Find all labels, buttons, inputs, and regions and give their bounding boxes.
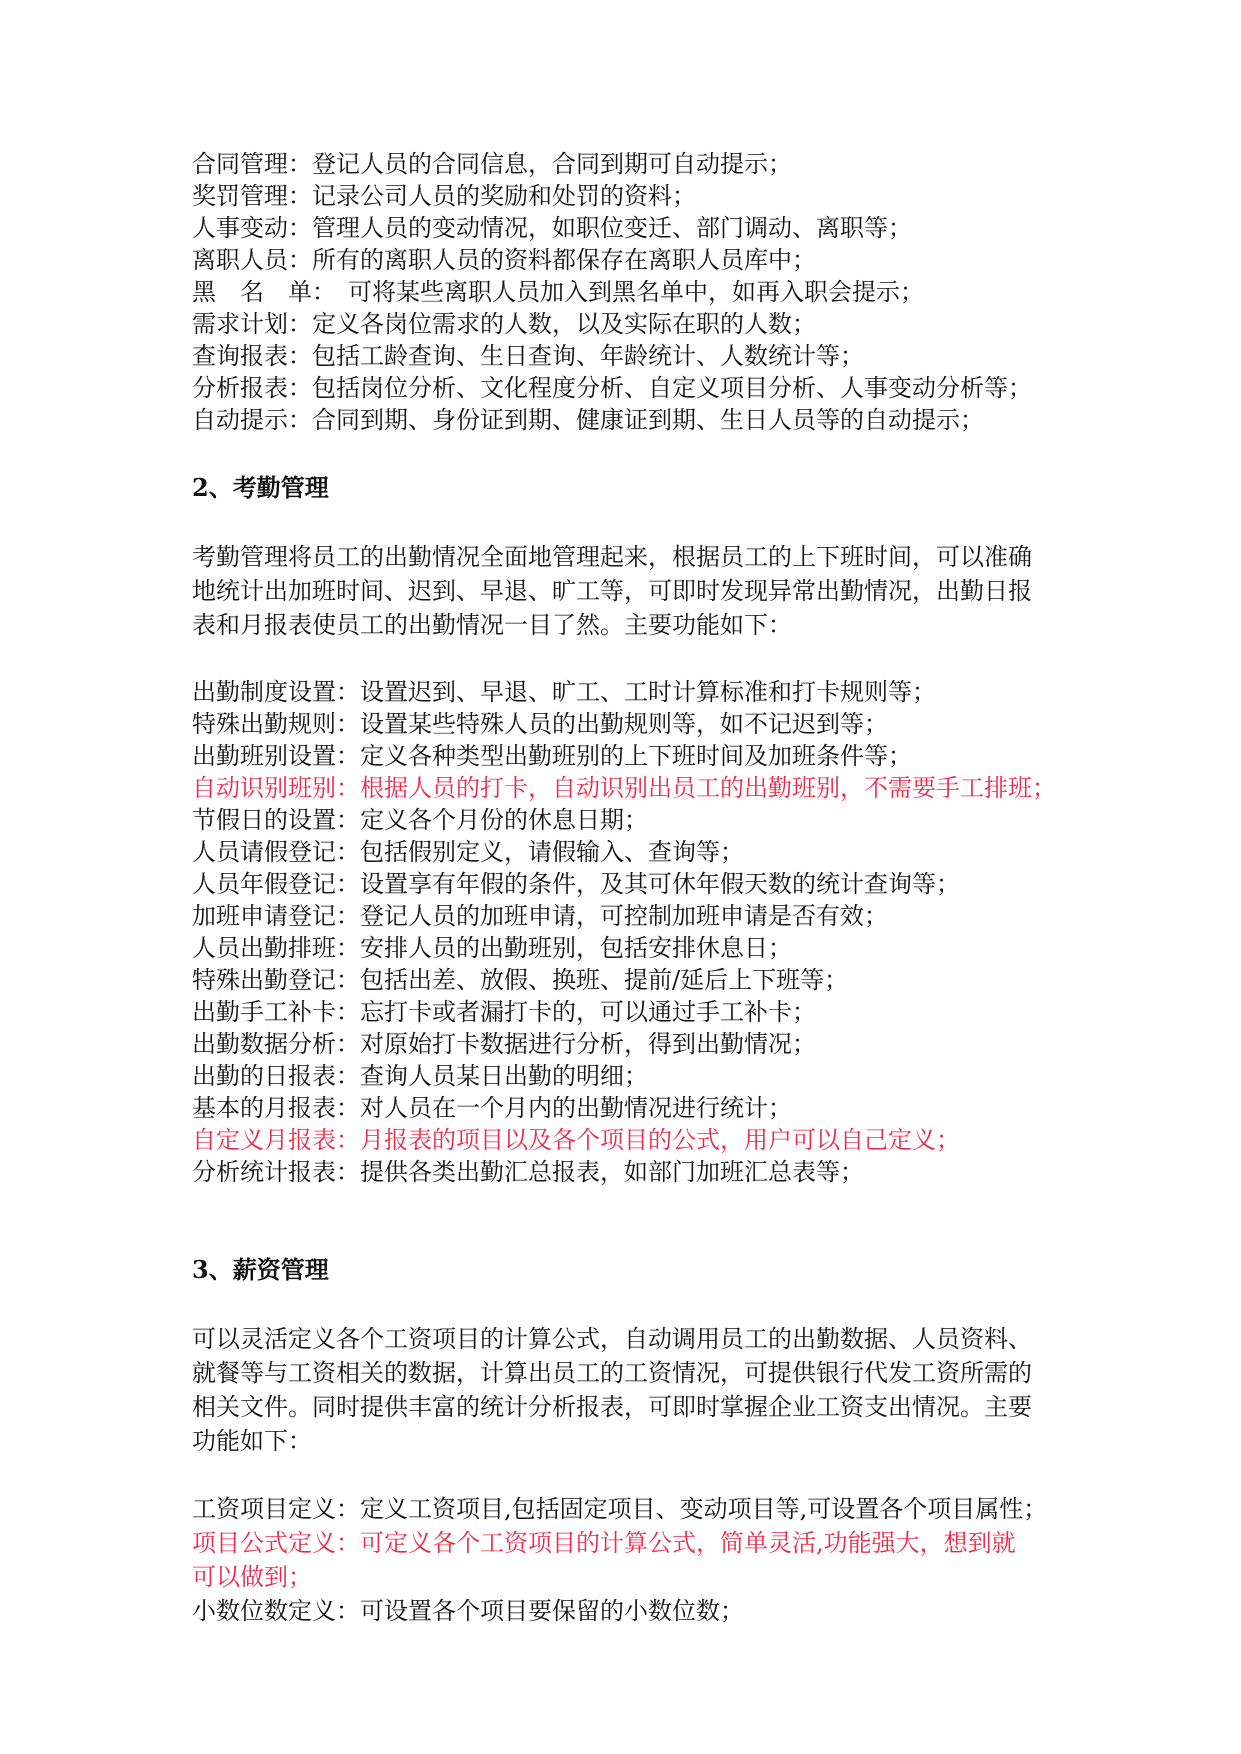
section2-intro: [192, 540, 1062, 642]
list-item: 出勤手工补卡：忘打卡或者漏打卡的，可以通过手工补卡；: [192, 998, 816, 1026]
section3-list: [192, 1492, 1062, 1628]
list-item: 加班申请登记：登记人员的加班申请，可控制加班申请是否有效；: [192, 902, 888, 930]
list-item: 奖罚管理：记录公司人员的奖励和处罚的资料；: [192, 182, 696, 210]
section2-list: [192, 676, 1062, 1188]
list-item: 出勤的日报表：查询人员某日出勤的明细；: [192, 1062, 648, 1090]
document-page: [192, 148, 1062, 1628]
list-item: 小数位数定义：可设置各个项目要保留的小数位数；: [192, 1597, 744, 1625]
list-item: 人员年假登记：设置享有年假的条件，及其可休年假天数的统计查询等；: [192, 870, 960, 898]
list-item: 出勤制度设置：设置迟到、早退、旷工、工时计算标准和打卡规则等；: [192, 678, 936, 706]
section3-intro: [192, 1322, 1062, 1458]
list-item: 特殊出勤登记：包括出差、放假、换班、提前/延后上下班等；: [192, 966, 849, 994]
paragraph-line: 考勤管理将员工的出勤情况全面地管理起来，根据员工的上下班时间，可以准确: [192, 543, 1032, 571]
list-item: 出勤班别设置：定义各种类型出勤班别的上下班时间及加班条件等；: [192, 742, 912, 770]
list-item: 需求计划：定义各岗位需求的人数，以及实际在职的人数；: [192, 310, 816, 338]
list-item: 查询报表：包括工龄查询、生日查询、年龄统计、人数统计等；: [192, 342, 864, 370]
paragraph-line: 可以灵活定义各个工资项目的计算公式，自动调用员工的出勤数据、人员资料、: [192, 1325, 1032, 1353]
paragraph-line: 地统计出加班时间、迟到、早退、旷工等，可即时发现异常出勤情况，出勤日报: [192, 577, 1032, 605]
list-item-highlight: 可以做到；: [192, 1563, 312, 1591]
list-item: 人员出勤排班：安排人员的出勤班别，包括安排休息日；: [192, 934, 792, 962]
list-item: 离职人员：所有的离职人员的资料都保存在离职人员库中；: [192, 246, 816, 274]
paragraph-line: 表和月报表使员工的出勤情况一目了然。主要功能如下：: [192, 611, 792, 639]
list-item: 分析统计报表：提供各类出勤汇总报表，如部门加班汇总表等；: [192, 1158, 864, 1186]
section3-heading: 3、薪资管理: [192, 1255, 329, 1284]
section1-list: [192, 148, 1062, 436]
paragraph-line: 就餐等与工资相关的数据，计算出员工的工资情况，可提供银行代发工资所需的: [192, 1359, 1032, 1387]
list-item-highlight: 自动识别班别：根据人员的打卡，自动识别出员工的出勤班别，不需要手工排班；: [192, 774, 1056, 802]
list-item: 合同管理：登记人员的合同信息，合同到期可自动提示；: [192, 150, 792, 178]
list-item: 节假日的设置：定义各个月份的休息日期；: [192, 806, 648, 834]
list-item: 分析报表：包括岗位分析、文化程度分析、自定义项目分析、人事变动分析等；: [192, 374, 1032, 402]
list-item-highlight: 自定义月报表：月报表的项目以及各个项目的公式，用户可以自己定义；: [192, 1126, 960, 1154]
list-item-highlight: 项目公式定义：可定义各个工资项目的计算公式，简单灵活,功能强大，想到就: [192, 1529, 1016, 1557]
list-item: 人员请假登记：包括假别定义，请假输入、查询等；: [192, 838, 744, 866]
list-item: 人事变动：管理人员的变动情况，如职位变迁、部门调动、离职等；: [192, 214, 912, 242]
list-item: 出勤数据分析：对原始打卡数据进行分析，得到出勤情况；: [192, 1030, 816, 1058]
list-item: 基本的月报表：对人员在一个月内的出勤情况进行统计；: [192, 1094, 792, 1122]
paragraph-line: 功能如下：: [192, 1427, 312, 1455]
list-item: 特殊出勤规则：设置某些特殊人员的出勤规则等，如不记迟到等；: [192, 710, 888, 738]
list-item: 工资项目定义：定义工资项目,包括固定项目、变动项目等,可设置各个项目属性；: [192, 1495, 1048, 1523]
list-item: 自动提示：合同到期、身份证到期、健康证到期、生日人员等的自动提示；: [192, 406, 984, 434]
paragraph-line: 相关文件。同时提供丰富的统计分析报表，可即时掌握企业工资支出情况。主要: [192, 1393, 1032, 1421]
list-item: 黑 名 单： 可将某些离职人员加入到黑名单中，如再入职会提示；: [192, 278, 924, 306]
section2-heading: 2、考勤管理: [192, 473, 329, 502]
